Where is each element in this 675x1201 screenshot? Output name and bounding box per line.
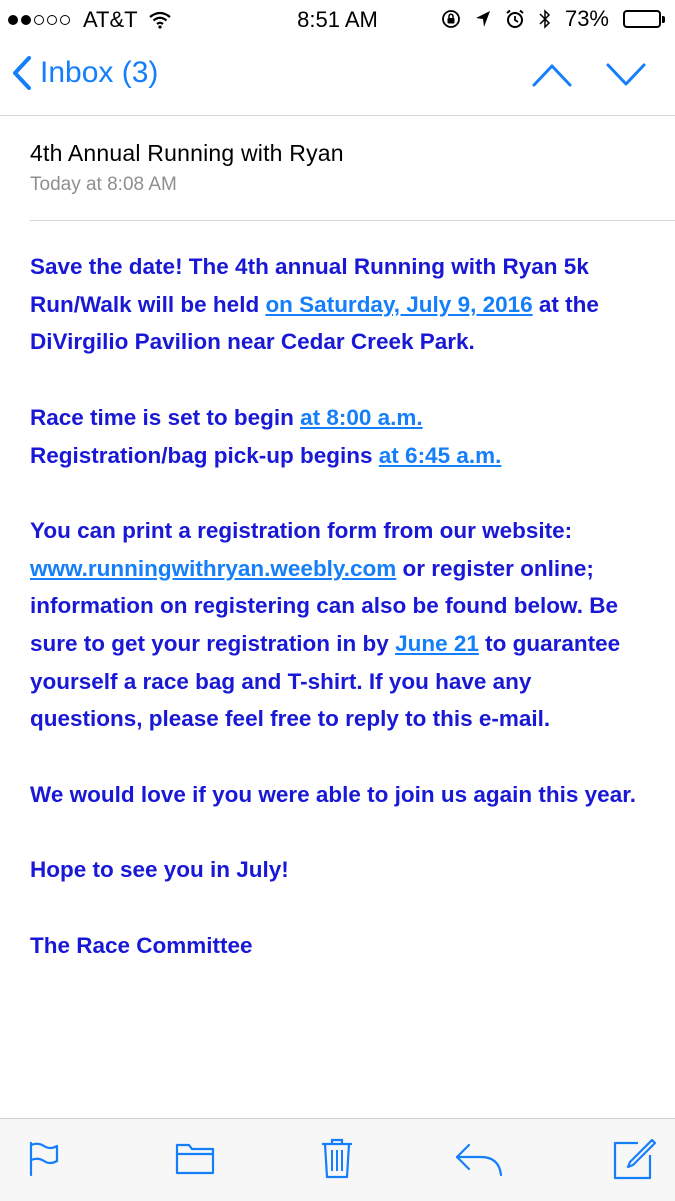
trash-button[interactable] bbox=[320, 1137, 354, 1184]
nav-divider bbox=[0, 115, 675, 116]
next-message-button[interactable] bbox=[606, 62, 646, 93]
body-text: at the DiVirgilio Pavilion near Cedar Creek Park. bbox=[30, 291, 599, 355]
compose-button[interactable] bbox=[612, 1137, 656, 1186]
alarm-icon bbox=[505, 9, 525, 29]
status-bar bbox=[0, 0, 675, 40]
body-paragraph: Hope to see you in July! bbox=[30, 857, 289, 883]
body-text: Race time is set to begin bbox=[30, 404, 301, 430]
body-text: Registration/bag pick-up begins bbox=[30, 442, 379, 468]
body-paragraph: We would love if you were able to join us again this year. bbox=[30, 781, 636, 807]
header-divider bbox=[30, 220, 675, 221]
trash-icon bbox=[320, 1137, 354, 1179]
body-text: or register online; information on registering can also be found below. Be sure to get your registration in by bbox=[30, 555, 618, 656]
previous-message-button[interactable] bbox=[532, 62, 572, 93]
orientation-lock-icon bbox=[441, 9, 461, 29]
location-arrow-icon bbox=[475, 10, 491, 28]
flag-button[interactable] bbox=[28, 1141, 60, 1182]
body-text: You can print a registration form from our website: bbox=[30, 517, 573, 543]
pickup-time-link[interactable]: at 6:45 a.m. bbox=[378, 442, 502, 468]
navigation-bar bbox=[0, 40, 675, 116]
battery-percent: 73% bbox=[564, 6, 609, 31]
reply-icon bbox=[455, 1141, 503, 1177]
message-body bbox=[30, 248, 650, 1002]
battery-icon bbox=[623, 10, 665, 28]
website-link[interactable]: www.runningwithryan.weebly.com bbox=[30, 555, 397, 581]
deadline-link[interactable]: June 21 bbox=[395, 631, 479, 656]
chevron-left-icon bbox=[12, 56, 32, 90]
message-date: Today at 8:08 AM bbox=[30, 174, 177, 195]
bottom-toolbar bbox=[0, 1118, 675, 1201]
back-label: Inbox (3) bbox=[40, 56, 159, 89]
status-time: 8:51 AM bbox=[297, 7, 378, 32]
race-time-link[interactable]: at 8:00 a.m. bbox=[300, 404, 423, 430]
folder-icon bbox=[175, 1141, 215, 1175]
bluetooth-icon bbox=[539, 9, 551, 29]
move-to-folder-button[interactable] bbox=[175, 1141, 215, 1180]
chevron-up-icon bbox=[532, 62, 572, 88]
message-subject: 4th Annual Running with Ryan bbox=[30, 140, 344, 166]
body-text: Save the date! The 4th annual Running with Ryan 5k Run/Walk will be held bbox=[30, 254, 589, 317]
body-paragraph bbox=[30, 399, 650, 474]
carrier-label: AT&T bbox=[83, 7, 138, 32]
flag-icon bbox=[28, 1141, 60, 1177]
chevron-down-icon bbox=[606, 62, 646, 88]
date-link[interactable]: on Saturday, July 9, 2016 bbox=[265, 291, 533, 317]
body-paragraph bbox=[30, 512, 650, 738]
body-paragraph bbox=[30, 248, 650, 361]
body-text: to guarantee yourself a race bag and T-shirt. If you have any questions, please feel free to reply to this e-mail. bbox=[30, 631, 621, 732]
status-right bbox=[441, 6, 665, 32]
back-to-inbox-button[interactable] bbox=[12, 56, 158, 90]
signature: The Race Committee bbox=[30, 932, 253, 958]
reply-button[interactable] bbox=[455, 1141, 503, 1182]
compose-icon bbox=[612, 1137, 656, 1181]
